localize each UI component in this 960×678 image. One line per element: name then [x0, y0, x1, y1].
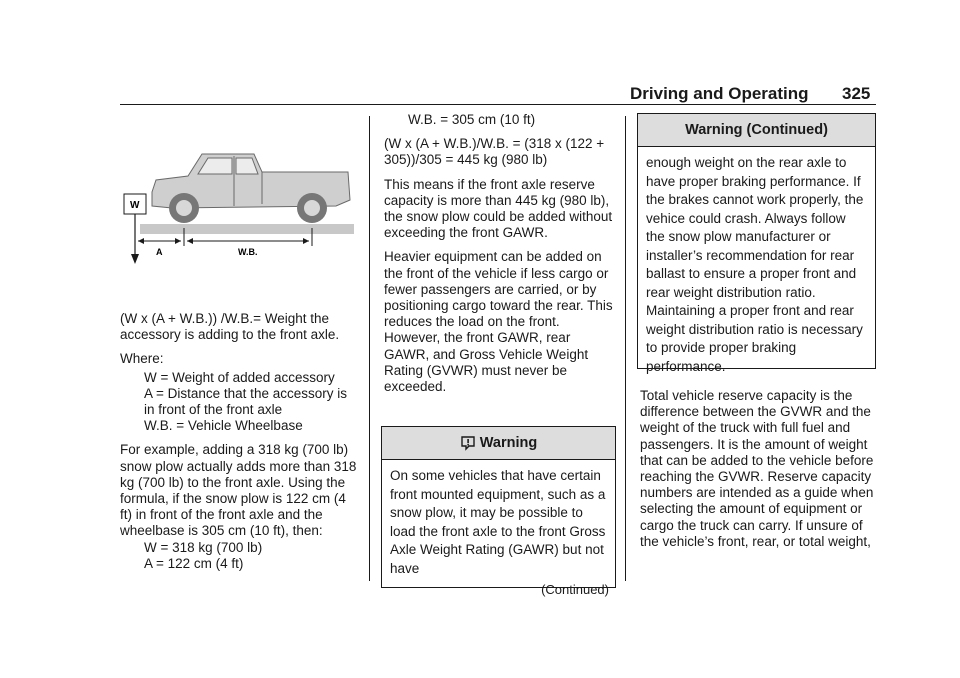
label-w: W — [130, 200, 140, 211]
example-item-w: W = 318 kg (700 lb) — [144, 539, 263, 555]
wb-line: W.B. = 305 cm (10 ft) — [408, 112, 536, 127]
section-title: Driving and Operating — [630, 84, 809, 103]
front-wheel — [169, 193, 199, 223]
where-label: Where: — [120, 351, 164, 367]
warning-continued-box — [637, 113, 876, 374]
where-item-a: A = Distance that the accessory is in front of the front axle — [144, 385, 347, 418]
warning-icon — [460, 435, 476, 451]
warning-header — [382, 427, 615, 460]
example-text: For example, adding a 318 kg (700 lb) snow plow actually adds more than 318 kg (700 lb) to the front axle. Using the formula, if the snow plow is 122 cm (4 ft) in front of the front axle and the wheelbase is 305 cm (10 ft), then: — [120, 442, 357, 539]
calc-text: (W x (A + W.B.)/W.B. = (318 x (122 + 305))/305 = 445 kg (980 lb) — [384, 136, 605, 168]
warning-continued-text: enough weight on the rear axle to have proper braking performance. If the brakes cannot work properly, the vehice could crash. Always follow the snow plow manufacturer or installer’s recommendation for rear ballast to ensure a proper front and rear weight distribution ratio. Maintaining a proper front and rear weight distribution ratio is necessary to provide proper braking performance. — [646, 155, 864, 374]
example-list — [120, 540, 360, 572]
where-list — [120, 370, 360, 435]
label-wb: W.B. — [238, 247, 258, 257]
label-a: A — [156, 247, 163, 257]
continued-label: (Continued) — [541, 582, 609, 597]
paragraph-reserve: This means if the front axle reserve capacity is more than 445 kg (980 lb), the snow plow could be added without exceeding the front GAWR. — [384, 176, 613, 241]
page-number: 325 — [842, 84, 871, 103]
warning-text: On some vehicles that have certain front mounted equipment, such as a snow plow, it may be possible to load the front axle to the front Gross Axle Weight Rating (GAWR) but not have — [390, 468, 606, 576]
where-item-wb: W.B. = Vehicle Wheelbase — [144, 418, 303, 434]
truck-weight-diagram — [122, 148, 356, 264]
warning-box — [381, 426, 616, 597]
paragraph-reserve-capacity: Total vehicle reserve capacity is the difference between the GVWR and the weight of the truck with full fuel and passengers. It is the amount of weight that can be added to the vehicle before reaching the GVWR. Reserve capacity numbers are intended as a guide when selecting the amount of equipment or cargo the truck can carry. If unsure of the vehicle’s front, rear, or total weight, — [640, 388, 874, 549]
column-divider-1 — [369, 116, 370, 581]
paragraph-heavier: Heavier equipment can be added on the front of the vehicle if less cargo or fewer passengers are carried, or by positioning cargo toward the rear. This reduces the load on the front. However, the front GAWR, rear GAWR, and Gross Vehicle Weight Rating (GVWR) must never be exceeded. — [384, 249, 613, 395]
column-2 — [384, 112, 616, 403]
column-3 — [640, 388, 876, 558]
ground-strip — [140, 224, 354, 234]
formula-text: (W x (A + W.B.)) /W.B.= Weight the accessory is adding to the front axle. — [120, 311, 340, 343]
header-divider — [120, 104, 876, 105]
warning-continued-header: Warning (Continued) — [638, 114, 875, 147]
warning-title: Warning — [479, 435, 538, 451]
example-item-a: A = 122 cm (4 ft) — [144, 555, 244, 571]
rear-wheel — [297, 193, 327, 223]
where-item-w: W = Weight of added accessory — [144, 369, 335, 385]
column-1 — [120, 311, 360, 572]
column-divider-2 — [625, 116, 626, 581]
